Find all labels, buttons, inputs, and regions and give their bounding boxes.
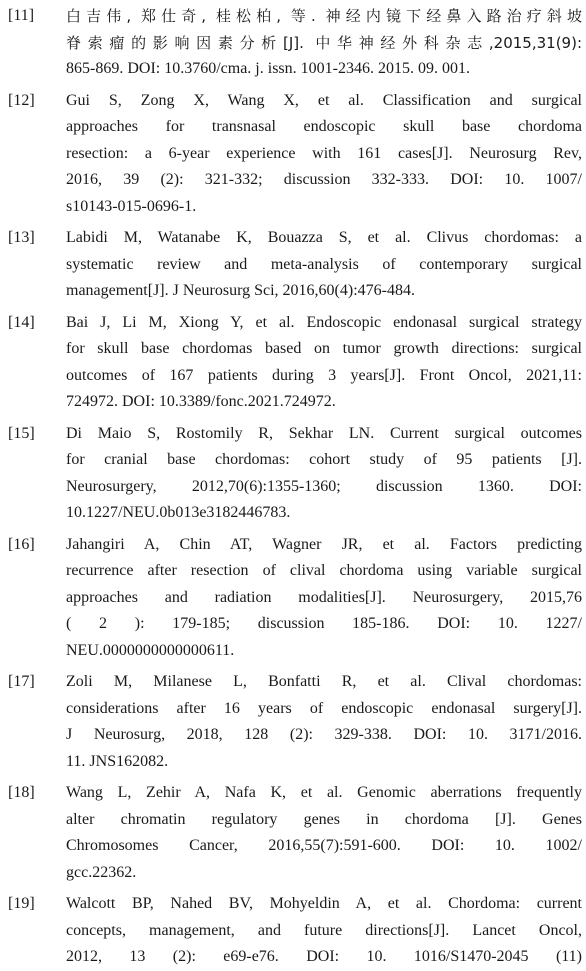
reference-text <box>66 88 582 221</box>
reference-entry <box>8 669 582 775</box>
reference-line: Chromosomes Cancer, 2016,55(7):591-600. DOI: 10. 1002/ <box>66 837 582 854</box>
reference-line: gcc.22362. <box>66 863 137 881</box>
reference-number: [11] <box>8 7 35 24</box>
reference-line: Zoli M, Milanese L, Bonfatti R, et al. Clival chordomas: <box>66 673 582 690</box>
reference-line: 10.1227/NEU.0b013e3182446783. <box>66 504 291 521</box>
reference-line: J Neurosurg, 2018, 128 (2): 329-338. DOI: 10. 3171/2016. <box>66 726 582 743</box>
reference-line: Labidi M, Watanabe K, Bouazza S, et al. Clivus chordomas: a <box>66 229 582 246</box>
reference-number: [13] <box>8 229 35 246</box>
reference-text <box>66 3 582 83</box>
reference-line: concepts, management, and future directions[J]. Lancet Oncol, <box>66 921 582 939</box>
reference-entry <box>8 310 582 416</box>
reference-line: 2016, 39 (2): 321-332; discussion 332-333. DOI: 10. 1007/ <box>66 171 582 188</box>
reference-line: 865-869. DOI: 10.3760/cma. j. issn. 1001-2346. 2015. 09. 001. <box>66 60 470 77</box>
reference-text <box>66 891 582 971</box>
reference-entry <box>8 421 582 527</box>
reference-text <box>66 780 582 886</box>
reference-line: Bai J, Li M, Xiong Y, et al. Endoscopic endonasal surgical strategy <box>66 313 582 331</box>
reference-line: 11. JNS162082. <box>66 752 169 770</box>
reference-line: considerations after 16 years of endoscopic endonasal surgery[J]. <box>66 699 582 717</box>
reference-line: alter chromatin regulatory genes in chordoma [J]. Genes <box>66 810 582 828</box>
reference-line: 2012, 13 (2): e69-e76. DOI: 10. 1016/S1470-2045 (11) <box>66 948 582 965</box>
reference-text <box>66 532 582 665</box>
reference-entry <box>8 780 582 886</box>
reference-number: [17] <box>8 673 35 690</box>
reference-line: NEU.0000000000000611. <box>66 641 235 659</box>
reference-line: 脊索瘤的影响因素分析[J]. 中华神经外科杂志,2015,31(9): <box>66 33 582 52</box>
reference-line: recurrence after resection of clival chordoma using variable surgical <box>66 562 582 579</box>
reference-entry <box>8 88 582 221</box>
reference-line: Wang L, Zehir A, Nafa K, et al. Genomic aberrations frequently <box>66 784 582 801</box>
reference-entry <box>8 3 582 83</box>
reference-number: [16] <box>8 535 35 553</box>
reference-number: [12] <box>8 91 35 109</box>
reference-line: approaches for transnasal endoscopic skull base chordoma <box>66 118 582 135</box>
reference-line: Di Maio S, Rostomily R, Sekhar LN. Current surgical outcomes <box>66 424 582 442</box>
reference-line: systematic review and meta-analysis of contemporary surgical <box>66 255 582 273</box>
reference-line: ( 2 ): 179-185; discussion 185-186. DOI: 10. 1227/ <box>66 615 582 632</box>
reference-number: [15] <box>8 424 35 442</box>
reference-line: Jahangiri A, Chin AT, Wagner JR, et al. Factors predicting <box>66 535 582 553</box>
reference-line: 724972. DOI: 10.3389/fonc.2021.724972. <box>66 393 336 410</box>
reference-number: [19] <box>8 895 35 912</box>
reference-entry <box>8 532 582 665</box>
reference-line: management[J]. J Neurosurg Sci, 2016,60(4):476-484. <box>66 282 415 299</box>
reference-line: 白吉伟, 郑仕奇, 桂松柏, 等. 神经内镜下经鼻入路治疗斜坡 <box>66 7 582 25</box>
reference-entry <box>8 891 582 971</box>
reference-line: Walcott BP, Nahed BV, Mohyeldin A, et al. Chordoma: current <box>66 895 582 912</box>
reference-number: [14] <box>8 313 35 331</box>
reference-line: approaches and radiation modalities[J]. Neurosurgery, 2015,76 <box>66 588 582 606</box>
reference-text <box>66 669 582 775</box>
reference-entry <box>8 225 582 305</box>
reference-text <box>66 310 582 416</box>
reference-line: outcomes of 167 patients during 3 years[J]. Front Oncol, 2021,11: <box>66 366 582 384</box>
reference-line: s10143-015-0696-1. <box>66 197 197 215</box>
reference-number: [18] <box>8 784 35 801</box>
reference-line: Neurosurgery, 2012,70(6):1355-1360; discussion 1360. DOI: <box>66 477 582 495</box>
reference-text <box>66 421 582 527</box>
reference-line: for skull base chordomas based on tumor growth directions: surgical <box>66 340 582 357</box>
reference-line: Gui S, Zong X, Wang X, et al. Classification and surgical <box>66 91 582 109</box>
reference-line: for cranial base chordomas: cohort study of 95 patients [J]. <box>66 451 582 468</box>
reference-line: resection: a 6-year experience with 161 cases[J]. Neurosurg Rev, <box>66 144 582 162</box>
reference-text <box>66 225 582 305</box>
